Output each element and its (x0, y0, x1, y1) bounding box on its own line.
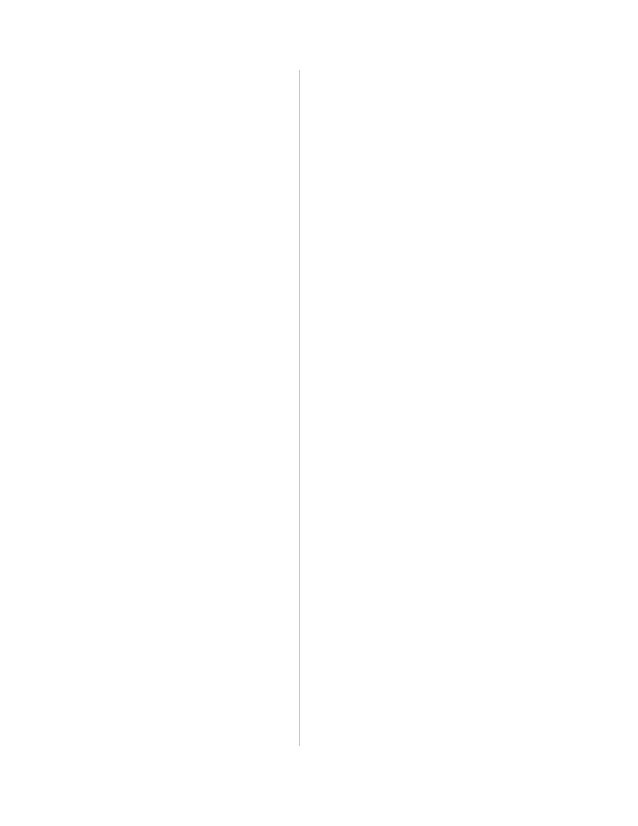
footer-left (76, 780, 84, 790)
section-heading-self-paced (323, 82, 558, 93)
sidebar (60, 70, 280, 90)
vertical-divider (299, 70, 300, 746)
table-of-contents (323, 70, 558, 133)
section-heading-labs (323, 105, 558, 116)
